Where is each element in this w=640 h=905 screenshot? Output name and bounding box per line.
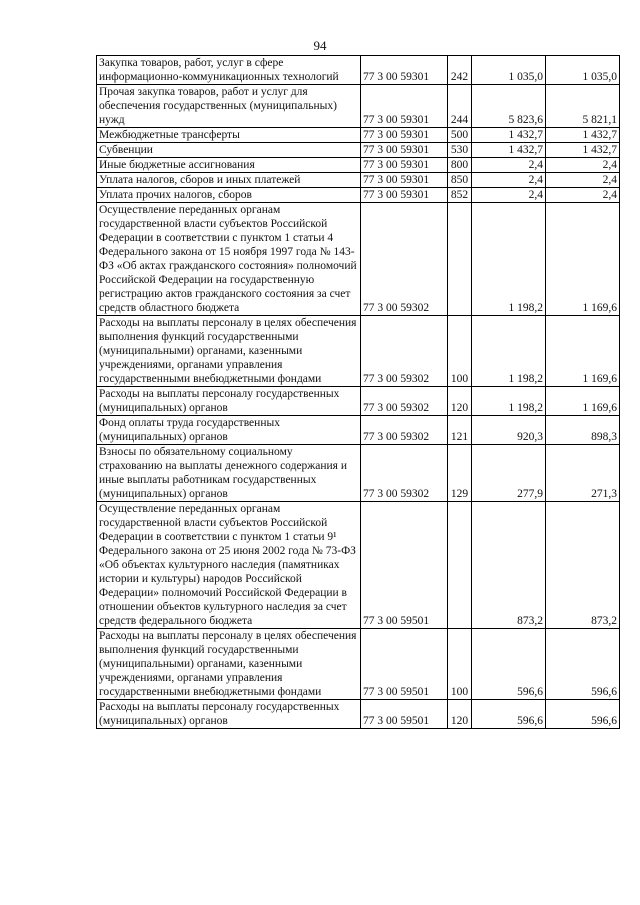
- expense-type-code: 500: [448, 128, 472, 143]
- table-row: [97, 316, 620, 387]
- expense-type-code: 100: [448, 629, 472, 700]
- amount-executed: 596,6: [546, 700, 620, 729]
- amount-planned: 2,4: [472, 158, 546, 173]
- expense-type-code: 100: [448, 316, 472, 387]
- table-row: [97, 173, 620, 188]
- amount-executed: 873,2: [546, 502, 620, 629]
- amount-planned: 1 035,0: [472, 56, 546, 85]
- amount-executed: 2,4: [546, 188, 620, 203]
- target-article-code: 77 3 00 59302: [361, 445, 448, 502]
- table-row: [97, 416, 620, 445]
- amount-executed: 898,3: [546, 416, 620, 445]
- expense-description: Расходы на выплаты персоналу в целях обеспечения выполнения функций государственными (муниципальными) органами, казенными учреждениями, органами управления государственными внебюджетными фондами: [97, 629, 361, 700]
- table-row: [97, 387, 620, 416]
- table-row: [97, 158, 620, 173]
- table-row: [97, 85, 620, 128]
- amount-planned: 277,9: [472, 445, 546, 502]
- amount-planned: 873,2: [472, 502, 546, 629]
- budget-table: [96, 55, 620, 729]
- amount-executed: 1 432,7: [546, 128, 620, 143]
- amount-executed: 5 821,1: [546, 85, 620, 128]
- target-article-code: 77 3 00 59302: [361, 416, 448, 445]
- table-row: [97, 188, 620, 203]
- expense-description: Уплата прочих налогов, сборов: [97, 188, 361, 203]
- page-number: 94: [313, 38, 327, 53]
- expense-type-code: 530: [448, 143, 472, 158]
- amount-planned: 1 198,2: [472, 387, 546, 416]
- target-article-code: 77 3 00 59501: [361, 700, 448, 729]
- expense-description: Уплата налогов, сборов и иных платежей: [97, 173, 361, 188]
- budget-table-body: [97, 56, 620, 729]
- amount-executed: 1 035,0: [546, 56, 620, 85]
- amount-executed: 1 169,6: [546, 387, 620, 416]
- amount-planned: 596,6: [472, 700, 546, 729]
- amount-executed: 596,6: [546, 629, 620, 700]
- amount-executed: 1 169,6: [546, 203, 620, 316]
- amount-planned: 1 432,7: [472, 128, 546, 143]
- expense-description: Расходы на выплаты персоналу в целях обеспечения выполнения функций государственными (муниципальными) органами, казенными учреждениями, органами управления государственными внебюджетными фондами: [97, 316, 361, 387]
- expense-description: Прочая закупка товаров, работ и услуг для обеспечения государственных (муниципальных) нужд: [97, 85, 361, 128]
- amount-executed: 1 169,6: [546, 316, 620, 387]
- target-article-code: 77 3 00 59301: [361, 56, 448, 85]
- table-row: [97, 143, 620, 158]
- target-article-code: 77 3 00 59501: [361, 502, 448, 629]
- amount-executed: 271,3: [546, 445, 620, 502]
- table-row: [97, 445, 620, 502]
- target-article-code: 77 3 00 59301: [361, 128, 448, 143]
- expense-type-code: 120: [448, 387, 472, 416]
- expense-description: Осуществление переданных органам государственной власти субъектов Российской Федерации в соответствии с пунктом 1 статьи 9¹ Федерального закона от 25 июня 2002 года № 73-ФЗ «Об объектах культурного наследия (памятниках истории и культуры) народов Российской Федерации» полномочий Российской Федерации в отношении объектов культурного наследия за счет средств федерального бюджета: [97, 502, 361, 629]
- expense-type-code: 121: [448, 416, 472, 445]
- table-row: [97, 629, 620, 700]
- amount-executed: 2,4: [546, 158, 620, 173]
- expense-type-code: 850: [448, 173, 472, 188]
- amount-planned: 2,4: [472, 188, 546, 203]
- amount-planned: 596,6: [472, 629, 546, 700]
- expense-description: Взносы по обязательному социальному страхованию на выплаты денежного содержания и иные выплаты работникам государственных (муниципальных) органов: [97, 445, 361, 502]
- expense-type-code: 120: [448, 700, 472, 729]
- target-article-code: 77 3 00 59301: [361, 158, 448, 173]
- expense-type-code: 129: [448, 445, 472, 502]
- expense-description: Иные бюджетные ассигнования: [97, 158, 361, 173]
- target-article-code: 77 3 00 59302: [361, 203, 448, 316]
- expense-type-code: 852: [448, 188, 472, 203]
- amount-planned: 1 432,7: [472, 143, 546, 158]
- expense-type-code: 800: [448, 158, 472, 173]
- expense-type-code: [448, 203, 472, 316]
- amount-planned: 5 823,6: [472, 85, 546, 128]
- target-article-code: 77 3 00 59501: [361, 629, 448, 700]
- amount-planned: 2,4: [472, 173, 546, 188]
- expense-description: Осуществление переданных органам государственной власти субъектов Российской Федерации в соответствии с пунктом 1 статьи 4 Федерального закона от 15 ноября 1997 года № 143-ФЗ «Об актах гражданского состояния» полномочий Российской Федерации на государственную регистрацию актов гражданского состояния за счет средств областного бюджета: [97, 203, 361, 316]
- expense-description: Субвенции: [97, 143, 361, 158]
- amount-planned: 1 198,2: [472, 203, 546, 316]
- target-article-code: 77 3 00 59302: [361, 316, 448, 387]
- expense-description: Расходы на выплаты персоналу государственных (муниципальных) органов: [97, 387, 361, 416]
- table-row: [97, 56, 620, 85]
- table-row: [97, 203, 620, 316]
- target-article-code: 77 3 00 59301: [361, 143, 448, 158]
- target-article-code: 77 3 00 59301: [361, 85, 448, 128]
- table-row: [97, 502, 620, 629]
- target-article-code: 77 3 00 59301: [361, 173, 448, 188]
- expense-type-code: 244: [448, 85, 472, 128]
- table-row: [97, 128, 620, 143]
- target-article-code: 77 3 00 59301: [361, 188, 448, 203]
- amount-planned: 1 198,2: [472, 316, 546, 387]
- table-row: [97, 700, 620, 729]
- expense-description: Закупка товаров, работ, услуг в сфере информационно-коммуникационных технологий: [97, 56, 361, 85]
- expense-type-code: 242: [448, 56, 472, 85]
- expense-description: Межбюджетные трансферты: [97, 128, 361, 143]
- expense-description: Расходы на выплаты персоналу государственных (муниципальных) органов: [97, 700, 361, 729]
- amount-executed: 2,4: [546, 173, 620, 188]
- amount-executed: 1 432,7: [546, 143, 620, 158]
- amount-planned: 920,3: [472, 416, 546, 445]
- target-article-code: 77 3 00 59302: [361, 387, 448, 416]
- expense-type-code: [448, 502, 472, 629]
- expense-description: Фонд оплаты труда государственных (муниципальных) органов: [97, 416, 361, 445]
